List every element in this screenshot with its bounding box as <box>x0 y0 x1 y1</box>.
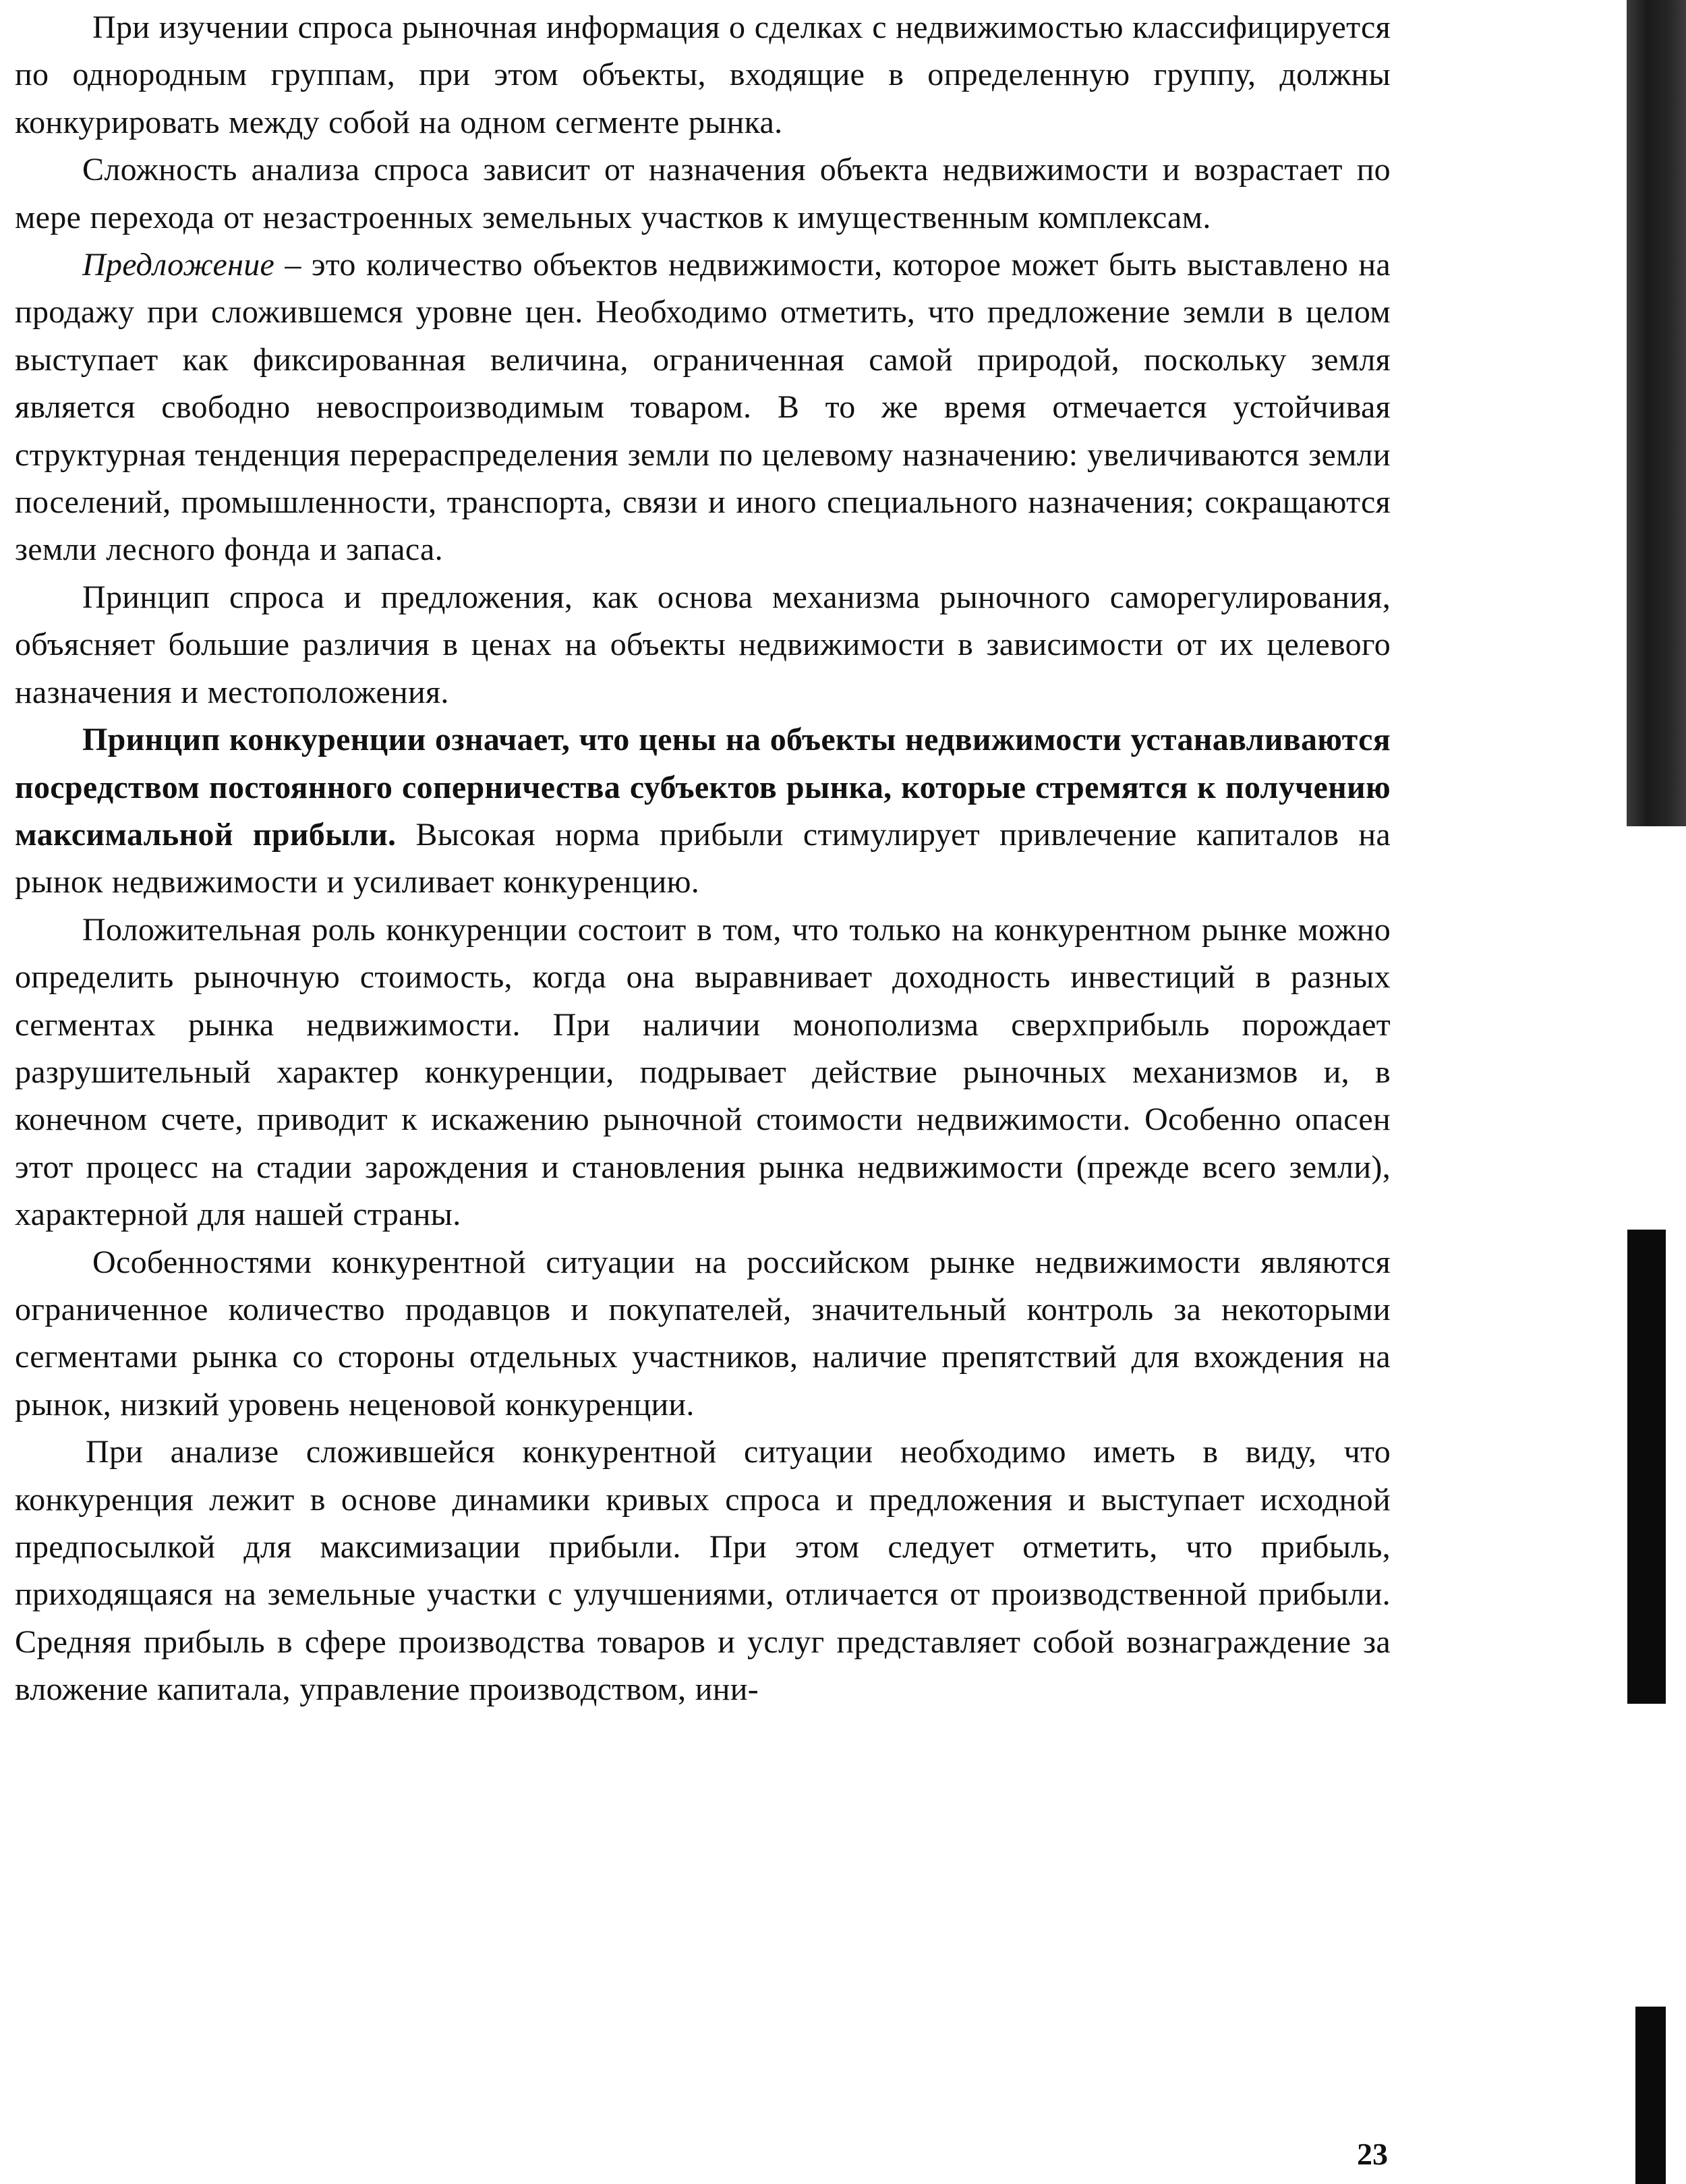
paragraph-8-text: При анализе сложившейся конкурентной ситуации необходимо иметь в виду, что конкуренция лежит в основе динамики кривых спроса и предложения и выступает исходной предпосылкой для максимизации прибыли. При этом следует отметить, что прибыль, приходящаяся на земельные участки с улучшениями, отличается от производственной прибыли. Средняя прибыль в сфере производства товаров и услуг представляет собой вознаграждение за вложение капитала, управление производством, ини- <box>15 1434 1391 1708</box>
body-text <box>15 4 1391 1714</box>
paragraph-4-text: Принцип спроса и предложения, как основа механизма рыночного саморегулирования, объясняет большие различия в ценах на объекты недвижимости в зависимости от их целевого назначения и местоположения. <box>15 579 1391 710</box>
paragraph-5 <box>15 716 1391 907</box>
page-number: 23 <box>1357 2137 1388 2171</box>
paragraph-6-text: Положительная роль конкуренции состоит в том, что только на конкурентном рынке можно определить рыночную стоимость, когда она выравнивает доходность инвестиций в разных сегментах рынка недвижимости. При наличии монополизма сверхприбыль порождает разрушительный характер конкуренции, подрывает действие рыночных механизмов и, в конечном счете, приводит к искажению рыночной стоимости недвижимости. Особенно опасен этот процесс на стадии зарождения и становления рынка недвижимости (прежде всего земли), характерной для нашей страны. <box>15 911 1391 1233</box>
paragraph-7 <box>15 1239 1391 1429</box>
paragraph-6 <box>15 907 1391 1239</box>
document-page <box>15 0 1391 2184</box>
scan-edge-shadow-top <box>1627 0 1686 826</box>
paragraph-5-text: Высокая норма прибыли стимулирует привлечение капиталов на рынок недвижимости и усиливает конкуренцию. <box>15 816 1391 900</box>
paragraph-3 <box>15 241 1391 574</box>
paragraph-2-text: Сложность анализа спроса зависит от назначения объекта недвижимости и возрастает по мере перехода от незастроенных земельных участков к имущественным комплексам. <box>15 152 1391 235</box>
scan-edge-shadow-middle <box>1627 1230 1666 1704</box>
paragraph-4 <box>15 574 1391 716</box>
scan-edge-shadow-bottom <box>1635 2007 1666 2184</box>
paragraph-8 <box>15 1429 1391 1713</box>
paragraph-3-text: – это количество объектов недвижимости, которое может быть выставлено на продажу при сложившемся уровне цен. Необходимо отметить, что предложение земли в целом выступает как фиксированная величина, ограниченная самой природой, поскольку земля является свободно невоспроизводимым товаром. В то же время отмечается устойчивая структурная тенденция перераспределения земли по целевому назначению: увеличиваются земли поселений, промышленности, транспорта, связи и иного специального назначения; сокращаются земли лесного фонда и запаса. <box>15 247 1391 568</box>
paragraph-2 <box>15 146 1391 241</box>
paragraph-1-text: При изучении спроса рыночная информация о сделках с недвижимостью классифицируется по однородным группам, при этом объекты, входящие в определенную группу, должны конкурировать между собой на одном сегменте рынка. <box>15 9 1391 140</box>
paragraph-1 <box>15 4 1391 146</box>
paragraph-7-text: Особенностями конкурентной ситуации на российском рынке недвижимости являются ограниченное количество продавцов и покупателей, значительный контроль за некоторыми сегментами рынка со стороны отдельных участников, наличие препятствий для вхождения на рынок, низкий уровень неценовой конкуренции. <box>15 1244 1391 1423</box>
term-predlozhenie: Предложение <box>82 247 275 283</box>
competition-principle-definition: Принцип конкуренции означает, что цены на объекты недвижимости устанавливаются посредством постоянного соперничества субъектов рынка, которые стремятся к получению максимальной прибыли. <box>15 722 1391 853</box>
